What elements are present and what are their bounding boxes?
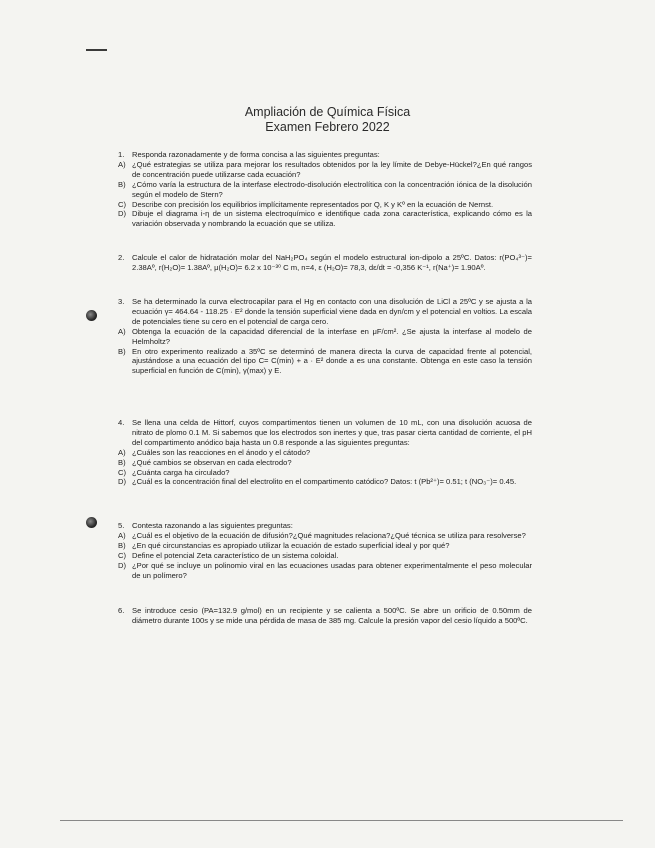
question-part [118,477,532,487]
question-number: 1. [118,150,125,159]
part-label: B) [118,346,126,356]
question-6 [118,606,532,626]
question-part [118,468,532,478]
part-text: ¿Cuáles son las reacciones en el ánodo y el cátodo? [132,447,311,457]
question-number: 2. [118,253,125,262]
part-text: ¿En qué circunstancias es apropiado utilizar la ecuación de estado superficial ideal y por qué? [132,540,450,550]
question-4 [118,418,532,487]
part-text: Dibuje el diagrama i-η de un sistema electroquímico e identifique cada zona característica, explicando cómo es la variación observada y nombrando la ecuación que se utiliza. [132,209,532,229]
question-part [118,209,532,229]
part-text: Define el potencial Zeta característico de un sistema coloidal. [132,550,339,560]
part-label: C) [118,467,127,477]
question-part [118,200,532,210]
question-part [118,458,532,468]
punch-hole [86,517,97,528]
question-2 [118,253,532,273]
part-text: ¿Cuál es el objetivo de la ecuación de difusión?¿Qué magnitudes relaciona?¿Qué técnica se utiliza para resolverse? [132,530,526,540]
question-text: Se llena una celda de Hittorf, cuyos compartimentos tienen un volumen de 10 mL, con una disolución acuosa de nitrato de plomo 0.1 M. Si sabemos que los electrodos son inertes y que, tras pasar cierta cantidad de corriente, el pH del compartimento anódico baja hasta un 0.8 responde a las siguientes preguntas: [132,418,532,447]
question-text: Responda razonadamente y de forma concisa a las siguientes preguntas: [132,150,380,159]
punch-hole [86,310,97,321]
part-label: B) [118,179,126,189]
part-text: ¿Cuánta carga ha circulado? [132,467,230,477]
question-stem [118,606,532,626]
question-part [118,551,532,561]
question-text: Contesta razonando a las siguientes preguntas: [132,521,293,530]
question-stem [118,297,532,327]
question-text: Calcule el calor de hidratación molar del NaH₂PO₄ según el modelo estructural ion-dipolo a 25ºC. Datos: r(PO₄³⁻)= 2.38Aº, r(H₂O)= 1.38Aº, μ(H₂O)= 6.2 x 10⁻³⁰ C m, n=4, ε (H₂O)= 78,3, dε/dt = -0,356 K⁻¹, r(Na⁺)= 1.90Aº. [132,253,532,272]
question-number: 4. [118,418,125,427]
part-text: Obtenga la ecuación de la capacidad diferencial de la interfase en μF/cm². ¿Se ajusta la interfase al modelo de Helmholtz? [132,326,532,346]
question-number: 5. [118,521,125,530]
part-label: C) [118,550,127,560]
part-label: D) [118,560,127,570]
question-3 [118,297,532,376]
question-5 [118,521,532,580]
question-part [118,531,532,541]
part-text: ¿Cuál es la concentración final del electrolito en el compartimento catódico? Datos: t (Pb²⁺)= 0.51; t (NO₃⁻)= 0.45. [132,477,517,487]
part-text: En otro experimento realizado a 35ºC se determinó de manera directa la curva de capacidad frente al potencial, ajustándose a una ecuación del tipo C= C(min) + a · E² donde a es una constante. Obtenga en este caso la tensión superficial en función de C(min), γ(max) y E. [132,346,532,376]
part-text: ¿Qué estrategias se utiliza para mejorar los resultados obtenidos por la ley límite de Debye-Hückel?¿En qué rangos de concentración puede utilizarse cada ecuación? [132,159,532,179]
part-text: ¿Por qué se incluye un polinomio viral en las ecuaciones usadas para obtener experimentalmente el peso molecular de un polímero? [132,560,532,580]
exam-title: Ampliación de Química Física [244,105,411,119]
question-part [118,327,532,347]
question-stem [118,150,532,160]
question-number: 3. [118,297,125,306]
part-label: D) [118,477,127,487]
part-label: C) [118,199,127,209]
part-text: Describe con precisión los equilibrios implícitamente representados por Q, K y Kº en la ecuación de Nernst. [132,199,494,209]
part-label: B) [118,457,126,467]
part-text: ¿Qué cambios se observan en cada electrodo? [132,457,292,467]
question-stem [118,253,532,273]
scan-edge-line [60,820,623,821]
exam-subtitle: Examen Febrero 2022 [265,120,390,134]
part-text: ¿Cómo varía la estructura de la interfase electrodo-disolución electrolítica con la concentración iónica de la disolución según el modelo de Stern? [132,179,532,199]
question-text: Se introduce cesio (PA=132.9 g/mol) en un recipiente y se calienta a 500ºC. Se abre un orificio de 0.50mm de diámetro durante 100s y se mide una pérdida de masa de 385 mg. Calcule la presión vapor del cesio líquido a 500ºC. [132,606,532,625]
question-1 [118,150,532,229]
part-label: A) [118,447,126,457]
question-part [118,541,532,551]
part-label: D) [118,209,127,219]
scan-mark [86,49,107,51]
part-label: A) [118,159,126,169]
question-part [118,561,532,581]
part-label: A) [118,326,126,336]
question-stem [118,521,532,531]
question-part [118,160,532,180]
question-part [118,180,532,200]
question-stem [118,418,532,448]
question-number: 6. [118,606,125,615]
question-part [118,448,532,458]
question-part [118,347,532,377]
part-label: B) [118,540,126,550]
part-label: A) [118,530,126,540]
question-text: Se ha determinado la curva electrocapilar para el Hg en contacto con una disolución de LiCl a 25ºC y se ajusta a la ecuación γ= 464.64 - 118.25 · E² donde la tensión superficial viene dada en dyn/cm y el potencial en voltios. La escala de potenciales tiene su cero en el potencial de carga cero. [132,297,532,326]
